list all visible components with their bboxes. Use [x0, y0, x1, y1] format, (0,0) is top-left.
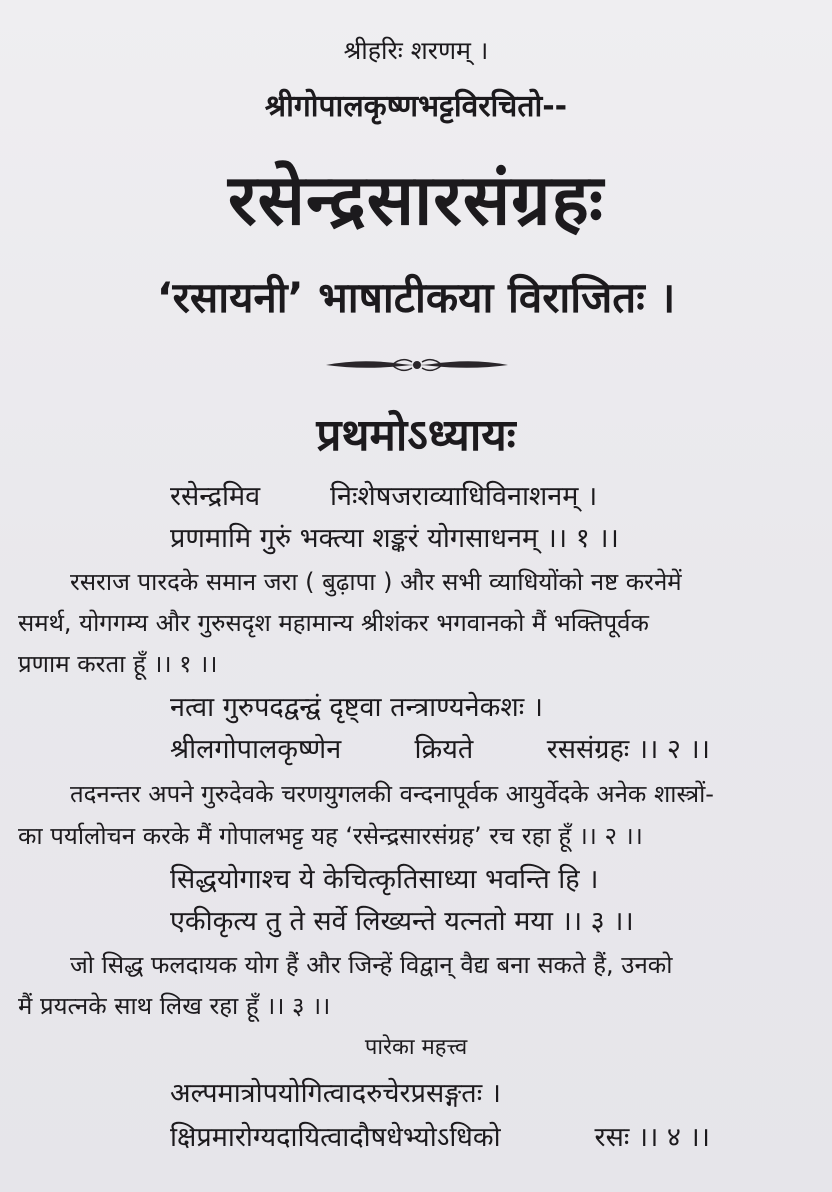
- verse-4-line-2a: क्षिप्रमारोग्यदायित्वादौषधेभ्योऽधिको: [170, 1122, 501, 1153]
- chapter-heading: प्रथमोऽध्यायः: [316, 410, 516, 461]
- book-title: रसेन्द्रसारसंग्रहः: [228, 159, 604, 241]
- translation-3-line-1: जो सिद्ध फलदायक योग हैं और जिन्हें विद्वान् वैद्य बना सकते हैं, उनको: [70, 951, 673, 979]
- translation-1-line-1: रसराज पारदके समान जरा ( बुढ़ापा ) और सभी व्याधियोंको नष्ट करनेमें: [70, 568, 682, 596]
- verse-1-line-1b: निःशेषजराव्याधिविनाशनम् ।: [330, 481, 598, 512]
- verse-4-line-1: अल्पमात्रोपयोगित्वादरुचेरप्रसङ्गतः ।: [170, 1078, 501, 1109]
- verse-2-line-2a: श्रीलगोपालकृष्णेन: [170, 734, 342, 765]
- translation-2-line-2: का पर्यालोचन करके मैं गोपालभट्ट यह ‘रसेन्द्रसारसंग्रह’ रच रहा हूँ ।। २ ।।: [18, 822, 643, 850]
- verse-2-line-2: [170, 736, 710, 763]
- verse-2-line-1: नत्वा गुरुपदद्वन्द्वं दृष्ट्वा तन्त्राण्यनेकशः ।: [170, 692, 543, 723]
- verse-3-line-2: एकीकृत्य तु ते सर्वे लिख्यन्ते यत्नतो मया ।। ३ ।।: [170, 906, 634, 937]
- verse-1-line-1a: रसेन्द्रमिव: [170, 481, 261, 512]
- verse-4-line-2b: रसः ।। ४ ।।: [594, 1122, 710, 1153]
- verse-2-line-2c: रससंग्रहः ।। २ ।।: [546, 734, 710, 765]
- ornament-divider: [322, 354, 512, 376]
- invocation: श्रीहरिः शरणम् ।: [343, 36, 489, 65]
- author-line: श्रीगोपालकृष्णभट्टविरचितो--: [264, 89, 568, 124]
- translation-1-line-3: प्रणाम करता हूँ ।। १ ।।: [18, 650, 218, 678]
- verse-3-line-1: सिद्धयोगाश्च ये केचित्कृतिसाध्या भवन्ति हि ।: [170, 864, 599, 895]
- translation-3-line-2: मैं प्रयत्नके साथ लिख रहा हूँ ।। ३ ।।: [18, 992, 331, 1020]
- verse-2-line-2b: क्रियते: [414, 734, 474, 765]
- translation-1-line-2: समर्थ, योगगम्य और गुरुसदृश महामान्य श्रीशंकर भगवानको मैं भक्तिपूर्वक: [18, 609, 649, 637]
- translation-2-line-1: तदनन्तर अपने गुरुदेवके चरणयुगलकी वन्दनापूर्वक आयुर्वेदके अनेक शास्त्रों-: [70, 780, 714, 808]
- verse-1-line-2: प्रणमामि गुरुं भक्त्या शङ्करं योगसाधनम् ।। १ ।।: [170, 523, 619, 554]
- verse-4-line-2: [170, 1124, 710, 1151]
- section-subheading: पारेका महत्त्व: [364, 1035, 468, 1060]
- book-subtitle: ‘रसायनी’ भाषाटीकया विराजितः ।: [156, 273, 676, 322]
